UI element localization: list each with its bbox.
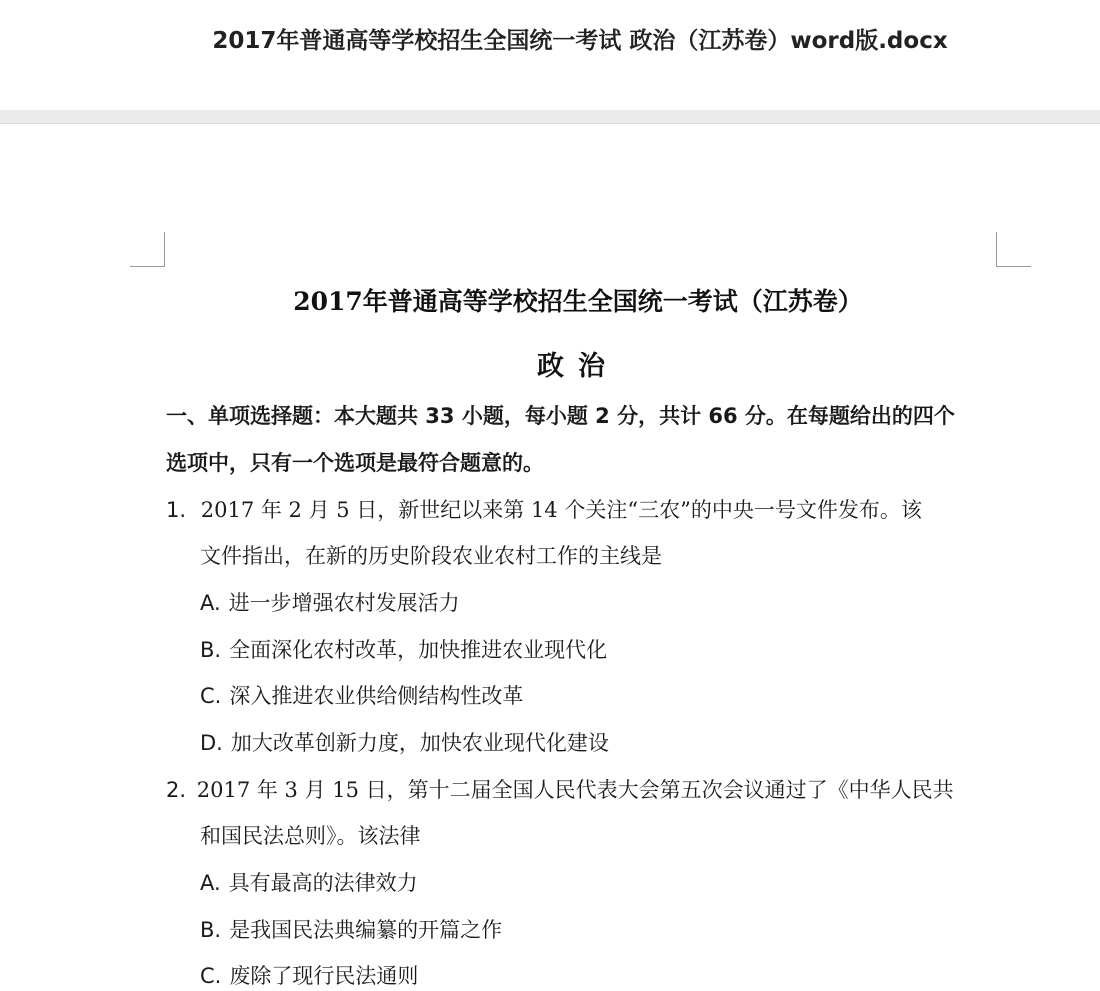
option-b bbox=[200, 635, 607, 665]
question-text: 2017 年 3 月 15 日，第十二届全国人民代表大会第五次会议通过了《中华人民共 bbox=[196, 778, 954, 802]
option-text: 全面深化农村改革，加快推进农业现代化 bbox=[229, 638, 608, 662]
option-c bbox=[200, 681, 523, 711]
option-text: 深入推进农业供给侧结构性改革 bbox=[229, 684, 524, 708]
section-heading-line2: 选项中，只有一个选项是最符合题意的。 bbox=[166, 451, 544, 475]
option-letter: B. bbox=[200, 638, 222, 662]
question-1-line1 bbox=[166, 495, 922, 525]
option-text: 具有最高的法律效力 bbox=[228, 871, 418, 895]
exam-subject: 政治 bbox=[537, 351, 619, 382]
question-2-line2: 和国民法总则》。该法律 bbox=[200, 824, 421, 848]
question-number: 1. bbox=[166, 498, 187, 522]
option-a bbox=[200, 588, 460, 618]
option-letter: B. bbox=[200, 918, 222, 942]
question-2-line1 bbox=[166, 775, 954, 805]
section-heading-line1: 一、单项选择题：本大题共 33 小题，每小题 2 分，共计 66 分。在每题给出的四个 bbox=[166, 404, 955, 428]
window-titlebar bbox=[0, 0, 1100, 110]
option-b bbox=[200, 915, 502, 945]
margin-mark-top-left bbox=[130, 232, 165, 267]
exam-title: 2017年普通高等学校招生全国统一考试（江苏卷） bbox=[293, 287, 863, 316]
question-1-line2: 文件指出，在新的历史阶段农业农村工作的主线是 bbox=[200, 544, 662, 568]
option-text: 加大改革创新力度，加快农业现代化建设 bbox=[230, 731, 609, 755]
option-text: 废除了现行民法通则 bbox=[229, 964, 419, 988]
option-d bbox=[200, 728, 609, 758]
option-a bbox=[200, 868, 418, 898]
window-title: 2017年普通高等学校招生全国统一考试 政治（江苏卷）word版.docx bbox=[212, 28, 948, 54]
option-text: 进一步增强农村发展活力 bbox=[228, 591, 460, 615]
option-letter: C. bbox=[200, 684, 222, 708]
option-letter: A. bbox=[200, 871, 221, 895]
toolbar-divider bbox=[0, 110, 1100, 123]
option-letter: D. bbox=[200, 731, 223, 755]
option-text: 是我国民法典编纂的开篇之作 bbox=[229, 918, 503, 942]
option-c bbox=[200, 961, 418, 991]
margin-mark-top-right bbox=[996, 232, 1031, 267]
option-letter: A. bbox=[200, 591, 221, 615]
option-letter: C. bbox=[200, 964, 222, 988]
question-number: 2. bbox=[166, 778, 187, 802]
question-text: 2017 年 2 月 5 日，新世纪以来第 14 个关注“三农”的中央一号文件发布。该 bbox=[200, 498, 922, 522]
document-page[interactable] bbox=[0, 124, 1100, 990]
